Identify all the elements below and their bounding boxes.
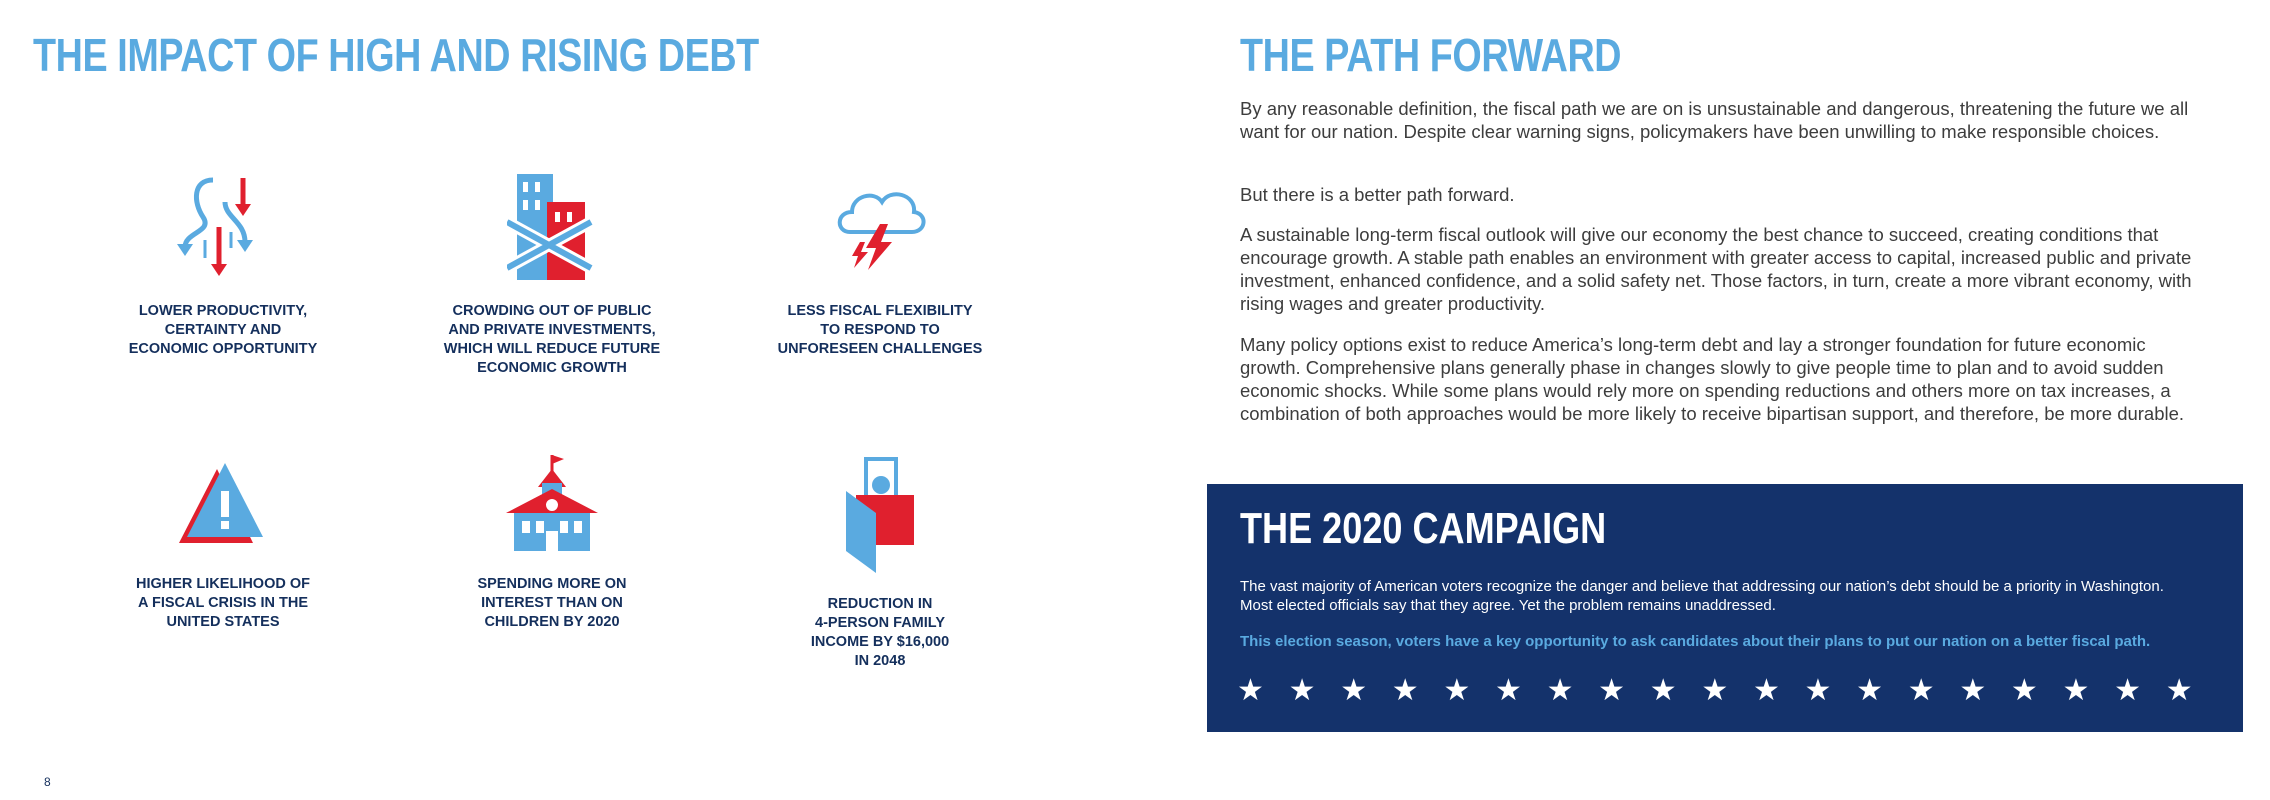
star-icon: ★ bbox=[1804, 674, 1832, 707]
star-icon: ★ bbox=[1598, 674, 1626, 707]
star-icon: ★ bbox=[2165, 674, 2193, 707]
campaign-cta: This election season, voters have a key opportunity to ask candidates about their plans to put our nation on a better fiscal path. bbox=[1240, 633, 2151, 650]
storm-cloud-icon bbox=[830, 172, 930, 282]
impact-label: SPENDING MORE ON INTEREST THAN ON CHILDREN BY 2020 bbox=[477, 576, 627, 630]
impact-item bbox=[422, 172, 682, 378]
star-icon: ★ bbox=[2062, 674, 2090, 707]
impact-item bbox=[93, 172, 353, 359]
wallet-icon bbox=[830, 455, 930, 575]
schoolhouse-icon bbox=[502, 455, 602, 555]
star-icon: ★ bbox=[1907, 674, 1935, 707]
star-icon: ★ bbox=[2010, 674, 2038, 707]
star-icon: ★ bbox=[1752, 674, 1780, 707]
impact-label: LESS FISCAL FLEXIBILITY TO RESPOND TO UNFORESEEN CHALLENGES bbox=[777, 303, 983, 357]
star-icon: ★ bbox=[1237, 674, 1264, 707]
star-icon: ★ bbox=[1443, 674, 1471, 707]
star-icon: ★ bbox=[1701, 674, 1729, 707]
star-icon: ★ bbox=[1546, 674, 1574, 707]
star-icon: ★ bbox=[1856, 674, 1884, 707]
page-number: 8 bbox=[44, 775, 51, 789]
impact-label: HIGHER LIKELIHOOD OF A FISCAL CRISIS IN THE UNITED STATES bbox=[136, 576, 310, 630]
warning-icon bbox=[173, 455, 273, 555]
right-page-title: THE PATH FORWARD bbox=[1240, 29, 1622, 81]
campaign-body: The vast majority of American voters recognize the danger and believe that addressing our nation’s debt should be a priority in Washington. Most elected officials say that they agree. Yet the problem remains unaddressed. bbox=[1240, 578, 2164, 614]
campaign-callout bbox=[1207, 484, 2243, 732]
impact-item bbox=[422, 455, 682, 632]
body-paragraph: By any reasonable definition, the fiscal path we are on is unsustainable and dangerous, threatening the future we all want for our nation. Despite clear warning signs, policymakers have been unwilling to make responsible choices. bbox=[1240, 98, 2189, 142]
crossed-buildings-icon bbox=[507, 172, 597, 282]
left-page-title: THE IMPACT OF HIGH AND RISING DEBT bbox=[33, 29, 759, 81]
impact-item bbox=[93, 455, 353, 632]
star-icon: ★ bbox=[1391, 674, 1419, 707]
campaign-title: THE 2020 CAMPAIGN bbox=[1240, 504, 1607, 553]
body-paragraph: A sustainable long-term fiscal outlook will give our economy the best chance to succeed, creating conditions that encourage growth. A stable path enables an environment with greater access to capital, increased public and private investment, enhanced confidence, and a solid safety net. Those factors, in turn, create a more vibrant economy, with rising wages and greater productivity. bbox=[1240, 224, 2192, 314]
body-paragraph: Many policy options exist to reduce America’s long-term debt and lay a stronger foundation for future economic growth. Comprehensive plans generally phase in changes slowly to give people time to plan and to avoid sudden economic shocks. While some plans would rely more on spending reductions and others more on tax increases, a combination of both approaches would be more likely to receive bipartisan support, and therefore, be more durable. bbox=[1240, 334, 2185, 424]
star-icon: ★ bbox=[1288, 674, 1316, 707]
diverging-arrows-icon bbox=[173, 172, 273, 282]
impact-label: LOWER PRODUCTIVITY, CERTAINTY AND ECONOMIC OPPORTUNITY bbox=[128, 303, 318, 357]
star-icon: ★ bbox=[1649, 674, 1677, 707]
star-icon: ★ bbox=[1494, 674, 1522, 707]
impact-label: REDUCTION IN 4-PERSON FAMILY INCOME BY $16,000 IN 2048 bbox=[810, 596, 950, 669]
star-icon: ★ bbox=[2114, 674, 2141, 707]
star-icon: ★ bbox=[1959, 674, 1987, 707]
impact-item bbox=[750, 455, 1010, 671]
star-icon: ★ bbox=[1340, 674, 1368, 707]
body-paragraph: But there is a better path forward. bbox=[1240, 184, 1515, 205]
impact-item bbox=[750, 172, 1010, 359]
impact-label: CROWDING OUT OF PUBLIC AND PRIVATE INVESTMENTS, WHICH WILL REDUCE FUTURE ECONOMIC GROWTH bbox=[443, 303, 661, 376]
stars-row bbox=[1237, 674, 2217, 708]
